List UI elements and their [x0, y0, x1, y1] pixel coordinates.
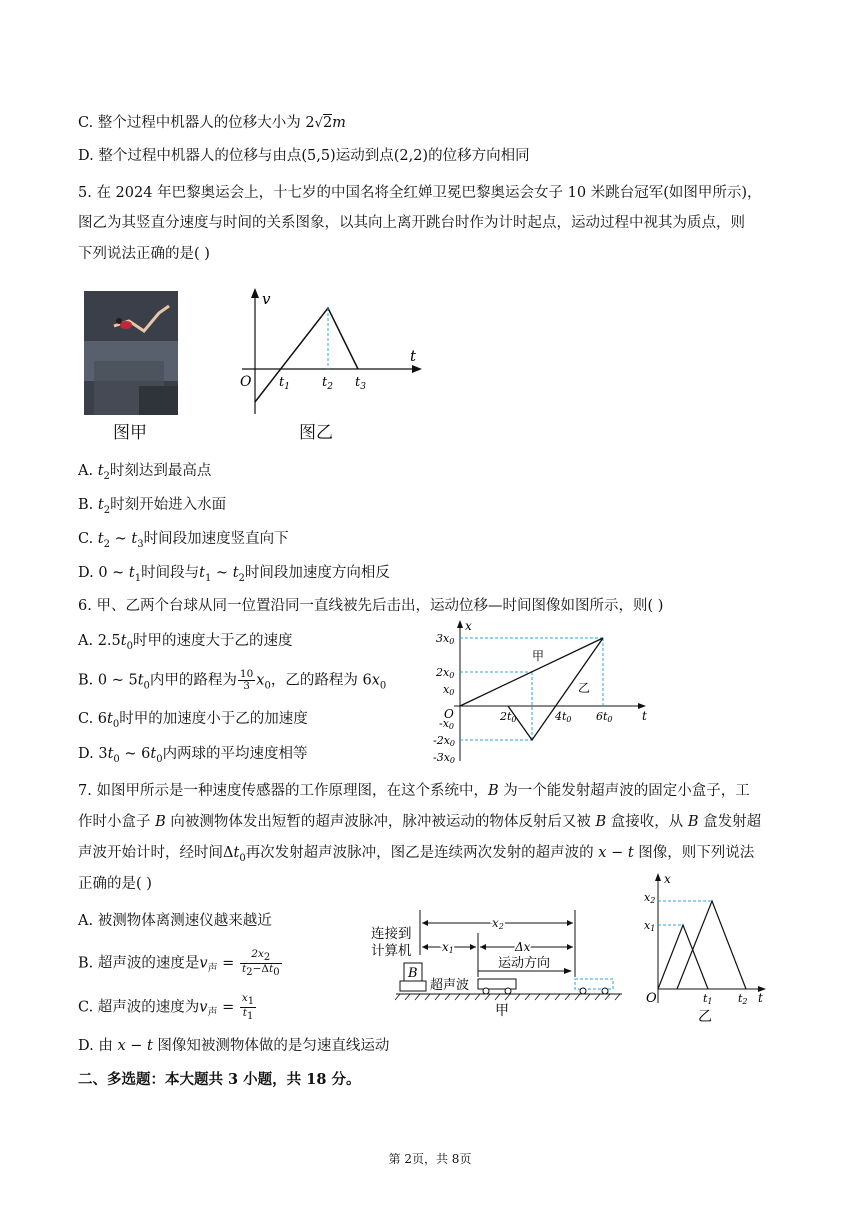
t3-label: $t_3$ — [355, 375, 366, 392]
x-axis-label: x — [664, 872, 671, 886]
caption-figure-a: 图甲 — [113, 423, 147, 443]
displacement-time-graph — [424, 616, 664, 766]
q7-option-c: C. 超声波的速度为$v_声$ = $\frac{x_1}{t_1}$ — [78, 992, 255, 1023]
q7-stem-line1: 7. 如图甲所示是一种速度传感器的工作原理图，在这个系统中，B 为一个能发射超声波的固定小盒子，工 — [78, 783, 750, 799]
x1-label: x1 — [442, 940, 454, 955]
q5-stem-line2: 图乙为其竖直分速度与时间的关系图象，以其向上离开跳台时作为计时起点，运动过程中视其为质点，则 — [78, 215, 745, 231]
ultrasonic-xt-graph — [640, 865, 770, 1025]
q5-stem-line3: 下列说法正确的是( ) — [78, 246, 210, 262]
curve-yi-label: 乙 — [578, 681, 591, 695]
ultrasonic-setup-figure — [360, 905, 632, 1020]
direction-label: 运动方向 — [498, 956, 551, 971]
q6-stem: 6. 甲、乙两个台球从同一位置沿同一直线被先后击出，运动位移—时间图像如图所示，则( ) — [78, 598, 664, 614]
q4-option-d: D. 整个过程中机器人的位移与由点(5,5)运动到点(2,2)的位移方向相同 — [78, 148, 530, 164]
x2-label: x2 — [492, 916, 504, 931]
velocity-time-graph — [230, 284, 430, 434]
diver-photo-art — [84, 291, 178, 415]
origin-label: O — [646, 991, 657, 1006]
tick-2t0: 2t0 — [500, 710, 517, 724]
tick-3x0: 3x0 — [436, 632, 455, 646]
origin-label: O — [444, 707, 454, 721]
t-axis-label: t — [410, 347, 417, 365]
q4-option-c: C. 整个过程中机器人的位移大小为 2√2m — [78, 115, 346, 131]
q6-option-c: C. $6t_0$时甲的加速度小于乙的加速度 — [78, 711, 308, 730]
figure-a-label: 甲 — [495, 1003, 509, 1019]
section-2-heading: 二、多选题：本大题共 3 小题，共 18 分。 — [78, 1071, 361, 1088]
t1-label: $t_1$ — [279, 375, 290, 392]
tick-2x0: 2x0 — [436, 666, 455, 680]
q7-option-d: D. 由 x − t 图像知被测物体做的是匀速直线运动 — [78, 1038, 390, 1054]
tick-neg-x0: -x0 — [439, 717, 455, 731]
tick-x0: x0 — [443, 683, 455, 697]
v-axis-label: v — [262, 290, 271, 308]
q7-stem-line3: 声波开始计时，经时间$\Delta t_0$再次发射超声波脉冲，图乙是连续两次发射的超声波的 x − t 图像，则下列说法 — [78, 845, 755, 864]
q5-option-c: C. $t_2$ ~ $t_3$时间段加速度竖直向下 — [78, 531, 289, 550]
t-axis-label: t — [758, 991, 763, 1005]
page-footer: 第 2页，共 8页 — [388, 1152, 472, 1166]
q5-option-a: A. $t_2$时刻达到最高点 — [78, 463, 212, 482]
t2-label: $t_2$ — [322, 375, 333, 392]
x-axis-label: x — [465, 619, 472, 633]
t2-tick: t2 — [738, 992, 748, 1006]
curve-jia-label: 甲 — [532, 649, 545, 663]
q7-option-a: A. 被测物体离测速仪越来越近 — [78, 913, 272, 929]
connect-label-1: 连接到 — [371, 926, 412, 942]
box-b-label: B — [408, 966, 418, 981]
q6-option-b: B. 0 ~ $5t_0$内甲的路程为 $\frac{10}{3}$ $x_0$，乙的路程为 $6x_0$ — [78, 668, 387, 692]
q7-option-b: B. 超声波的速度是$v_声$ = $\frac{2x_2}{t_2-\Delta t_0}$ — [78, 948, 280, 979]
q5-option-d: D. 0 ~ $t_1$时间段与$t_1$ ~ $t_2$时间段加速度方向相反 — [78, 565, 390, 584]
q6-option-a: A. $2.5t_0$时甲的速度大于乙的速度 — [78, 633, 293, 652]
q5-stem-line1: 5. 在 2024 年巴黎奥运会上，十七岁的中国名将全红婵卫冕巴黎奥运会女子 10 米跳台冠军(如图甲所示)， — [78, 185, 762, 201]
caption-figure-b: 图乙 — [299, 423, 333, 443]
wave-label: 超声波 — [430, 978, 470, 993]
tick-6t0: 6t0 — [596, 710, 613, 724]
figure-b-label: 乙 — [698, 1009, 712, 1025]
q7-stem-line4: 正确的是( ) — [78, 876, 152, 892]
connect-label-2: 计算机 — [371, 943, 412, 959]
t-axis-label: t — [642, 709, 647, 723]
x1-tick: x1 — [644, 919, 656, 933]
q6-option-d: D. $3t_0$ ~ $6t_0$内两球的平均速度相等 — [78, 746, 308, 765]
diver-photo — [84, 291, 178, 415]
q5-option-b: B. $t_2$时刻开始进入水面 — [78, 497, 227, 516]
t1-tick: t1 — [703, 992, 713, 1006]
tick-neg-2x0: -2x0 — [433, 734, 456, 748]
x2-tick: x2 — [644, 891, 656, 905]
origin-label: O — [240, 374, 252, 390]
tick-neg-3x0: -3x0 — [433, 751, 456, 765]
q7-stem-line2: 作时小盒子 B 向被测物体发出短暂的超声波脉冲，脉冲被运动的物体反射后又被 B 盒接收，从 B 盒发射超 — [78, 814, 762, 830]
tick-4t0: 4t0 — [555, 710, 572, 724]
dx-label: Δx — [515, 940, 531, 954]
